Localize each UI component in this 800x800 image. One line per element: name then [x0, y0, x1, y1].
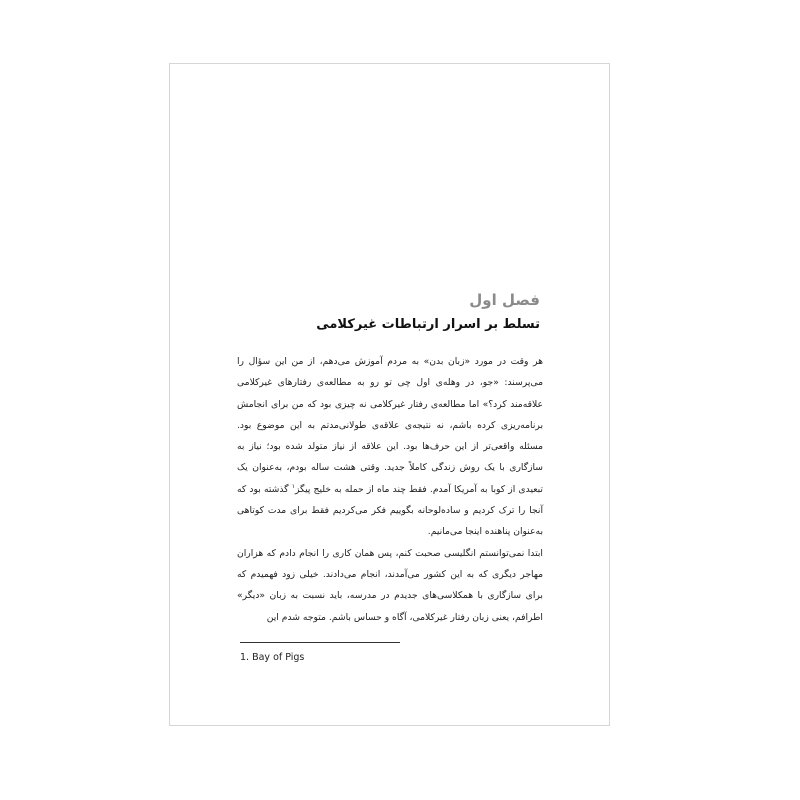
- chapter-title: تسلط بر اسرار ارتباطات غیرکلامی: [316, 317, 540, 332]
- footnote-reference: ۱: [291, 482, 295, 490]
- chapter-label: فصل اول: [469, 291, 540, 309]
- footnote: 1. Bay of Pigs: [240, 652, 305, 663]
- paragraph: [237, 351, 543, 543]
- paragraph-text: هر وقت در مورد «زبان بدن» به مردم آموزش می‌دهم، از من این سؤال را می‌پرسند: «جو، در وهله‌ی اول چی تو رو به مطالعه‌ی رفتارهای غیرکلامی علاقه‌مند کرد؟» اما مطالعه‌ی رفتار غیرکلامی نه چیزی بود که من برای انجامش برنامه‌ریزی کرده باشم، نه نتیجه‌ی علاقه‌ی طولانی‌مدتم به این موضوع بود. مسئله واقعی‌تر از این حرف‌ها بود. این علاقه از نیاز متولد شده بود؛ نیاز به سازگاری با یک روش زندگی کاملاً جدید. وقتی هشت ساله بودم، به‌عنوان یک تبعیدی از کوبا به آمریکا آمدم. فقط چند ماه از حمله به خلیج پیگز: [237, 356, 543, 495]
- footnote-divider: [240, 642, 400, 643]
- book-page: [169, 63, 610, 726]
- paragraph: ابتدا نمی‌توانستم انگلیسی صحبت کنم، پس همان کاری را انجام دادم که هزاران مهاجر دیگری که به این کشور می‌آمدند، انجام می‌دادند. خیلی زود فهمیدم که برای سازگاری با همکلاسی‌های جدیدم در مدرسه، باید نسبت به زبان «دیگر» اطرافم، یعنی زبان رفتار غیرکلامی، آگاه و حساس باشم. متوجه شدم این: [237, 547, 543, 623]
- paragraph-text: گذشته بود که آنجا را ترک کردیم و ساده‌لوحانه بگوییم فکر می‌کردیم فقط برای مدت کوتاهی به‌عنوان پناهنده اینجا می‌مانیم.: [237, 483, 543, 538]
- body-text: [237, 351, 543, 628]
